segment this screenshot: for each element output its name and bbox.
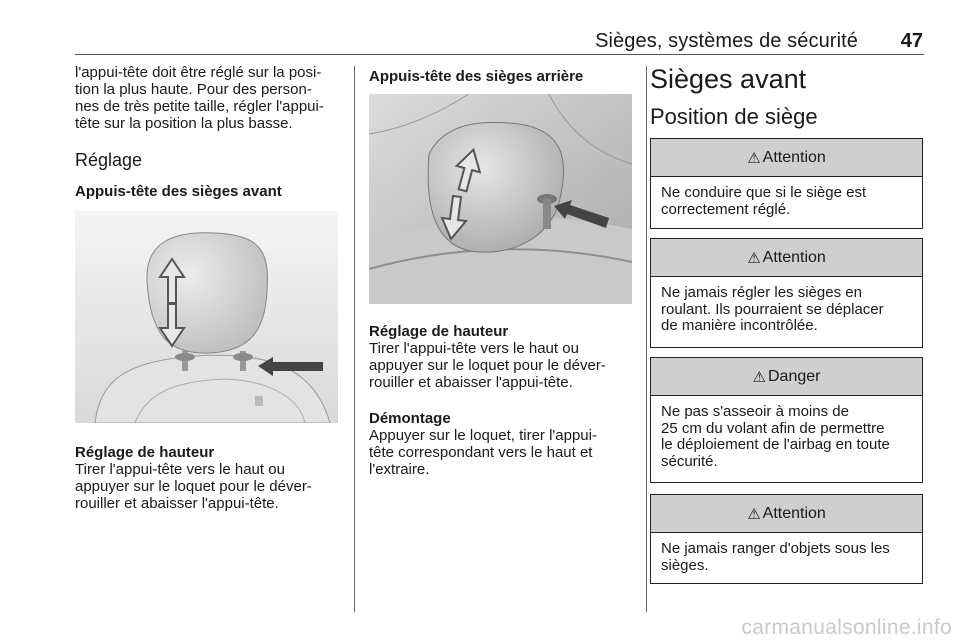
warning-line: roulant. Ils pourraient se déplacer xyxy=(661,300,884,318)
warning-line: Ne jamais régler les sièges en xyxy=(661,284,862,301)
danger-text xyxy=(651,396,922,470)
removal-line: tête correspondant vers le haut et xyxy=(369,444,593,461)
warning-line: sécurité. xyxy=(661,452,718,470)
warning-header xyxy=(651,139,922,177)
intro-line: l'appui-tête doit être réglé sur la posi- xyxy=(75,64,322,81)
warning-box xyxy=(650,494,923,584)
warning-header xyxy=(651,495,922,533)
warning-header xyxy=(651,239,922,277)
warning-triangle-icon: ⚠ xyxy=(747,149,761,167)
caption-line: Tirer l'appui-tête vers le haut ou xyxy=(75,461,285,478)
warning-text xyxy=(651,533,922,574)
column-divider-2 xyxy=(646,66,647,612)
section-heading-reglage: Réglage xyxy=(75,150,143,170)
subheading-front-headrests: Appuis-tête des sièges avant xyxy=(75,183,282,200)
removal-line: Appuyer sur le loquet, tirer l'appui- xyxy=(369,427,597,444)
front-caption-title: Réglage de hauteur xyxy=(75,444,215,461)
header-rule xyxy=(75,54,924,55)
section-title-front-seats: Sièges avant xyxy=(650,64,807,94)
warning-triangle-icon: ⚠ xyxy=(747,249,761,267)
removal-line: l'extraire. xyxy=(369,461,430,478)
warning-text xyxy=(651,277,922,335)
warning-box xyxy=(650,138,923,229)
intro-paragraph xyxy=(75,64,350,132)
warning-box xyxy=(650,238,923,348)
rear-headrest-illustration xyxy=(369,94,632,304)
column-divider-1 xyxy=(354,66,355,612)
page-number: 47 xyxy=(900,30,923,52)
warning-triangle-icon: ⚠ xyxy=(752,368,766,386)
front-caption-text xyxy=(75,461,350,512)
warning-line: sièges. xyxy=(661,556,709,574)
caption-line: appuyer sur le loquet pour le déver- xyxy=(369,357,606,374)
danger-box xyxy=(650,357,923,483)
warning-line: de manière incontrôlée. xyxy=(661,317,818,334)
warning-line: 25 cm du volant afin de permettre xyxy=(661,419,885,437)
removal-title: Démontage xyxy=(369,410,451,427)
caption-line: rouiller et abaisser l'appui-tête. xyxy=(369,374,573,391)
warning-line: Ne conduire que si le siège est xyxy=(661,184,867,201)
rear-caption-title: Réglage de hauteur xyxy=(369,323,509,340)
warning-line: le déploiement de l'airbag en toute xyxy=(661,436,890,453)
caption-line: Tirer l'appui-tête vers le haut ou xyxy=(369,340,579,357)
warning-label: Attention xyxy=(762,248,826,266)
warning-line: Ne jamais ranger d'objets sous les xyxy=(661,540,890,557)
warning-line: correctement réglé. xyxy=(661,200,791,218)
danger-header xyxy=(651,358,922,396)
caption-line: appuyer sur le loquet pour le déver- xyxy=(75,478,312,495)
warning-label: Attention xyxy=(762,504,826,522)
warning-label: Attention xyxy=(762,148,826,166)
rear-caption-text xyxy=(369,340,644,391)
warning-line: Ne pas s'asseoir à moins de xyxy=(661,403,849,420)
page-header-title: Sièges, systèmes de sécurité xyxy=(595,30,858,52)
removal-text xyxy=(369,427,644,478)
intro-line: tête sur la position la plus basse. xyxy=(75,115,293,132)
front-headrest-illustration xyxy=(75,211,338,423)
warning-text xyxy=(651,177,922,218)
intro-line: nes de très petite taille, régler l'appui- xyxy=(75,98,324,115)
intro-line: tion la plus haute. Pour des person- xyxy=(75,81,312,98)
danger-label: Danger xyxy=(767,367,821,385)
warning-triangle-icon: ⚠ xyxy=(747,505,761,523)
watermark: carmanualsonline.info xyxy=(741,616,952,639)
subheading-rear-headrests: Appuis-tête des sièges arrière xyxy=(369,68,584,85)
caption-line: rouiller et abaisser l'appui-tête. xyxy=(75,495,279,512)
section-subtitle-seat-position: Position de siège xyxy=(650,104,818,129)
